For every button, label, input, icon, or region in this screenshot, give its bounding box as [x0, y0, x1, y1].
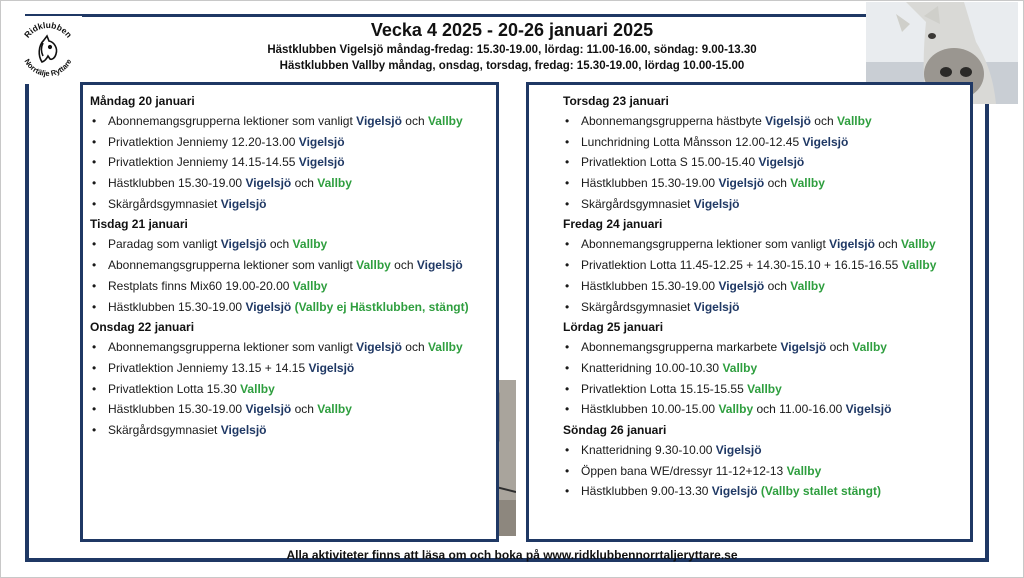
bullet-icon: • — [92, 360, 97, 375]
item-text: Lunchridning Lotta Månsson 12.00-12.45 — [581, 134, 803, 149]
location-vigelsjo: Vigelsjö — [245, 299, 292, 314]
location-vallby: Vallby — [836, 114, 872, 128]
bullet-icon: • — [92, 114, 97, 128]
location-vallby: Vallby — [427, 114, 463, 128]
schedule-item — [90, 173, 490, 194]
item-text: Hästklubben 15.30-19.00 — [108, 176, 246, 191]
bullet-icon: • — [565, 340, 570, 355]
location-vallby: Vallby — [790, 176, 825, 191]
location-vallby: (Vallby ej Hästklubben, stängt) — [294, 299, 469, 314]
item-text: Abonnemangsgrupperna hästbyte — [581, 114, 766, 128]
schedule-item — [90, 420, 490, 441]
schedule-item — [563, 481, 963, 502]
bullet-icon: • — [92, 422, 97, 437]
location-vigelsjo: Vigelsjö — [220, 196, 267, 211]
location-vallby: Vallby — [722, 360, 758, 375]
item-text: och — [291, 402, 318, 417]
location-vigelsjo: Vigelsjö — [356, 114, 402, 128]
item-text: Skärgårdsgymnasiet — [108, 196, 221, 211]
item-text: Skärgårdsgymnasiet — [581, 196, 694, 211]
bullet-icon: • — [92, 340, 97, 355]
location-vigelsjo: Vigelsjö — [829, 237, 875, 252]
bullet-icon: • — [565, 155, 570, 170]
schedule-item — [90, 234, 490, 255]
day-heading: Tisdag 21 januari — [90, 217, 188, 232]
item-text: och — [826, 340, 853, 355]
item-text: Knatteridning 9.30-10.00 — [581, 442, 716, 457]
location-vallby: Vallby — [240, 381, 275, 396]
item-text: Privatlektion Jenniemy 14.15-14.55 — [108, 155, 299, 170]
bullet-icon: • — [565, 258, 570, 273]
bullet-icon: • — [92, 381, 97, 396]
vallby-hours: Hästklubben Vallby måndag, onsdag, torsdag, fredag: 15.30-19.00, lördag 10.00-15.00 — [279, 60, 745, 72]
location-vallby: Vallby — [747, 381, 782, 396]
item-text: Hästklubben 15.30-19.00 — [581, 278, 719, 293]
item-text: Privatlektion Lotta S 15.00-15.40 — [581, 155, 759, 170]
week-title: Vecka 4 2025 - 20-26 januari 2025 — [370, 20, 654, 40]
day-heading: Lördag 25 januari — [563, 320, 664, 335]
item-text: Hästklubben 15.30-19.00 — [581, 176, 719, 191]
location-vallby: Vallby — [292, 237, 328, 252]
location-vigelsjo: Vigelsjö — [780, 340, 827, 355]
schedule-item — [90, 399, 490, 420]
item-text: Hästklubben 15.30-19.00 — [108, 402, 246, 417]
location-vallby: Vallby — [317, 176, 352, 191]
item-text: Paradag som vanligt — [108, 237, 221, 252]
location-vigelsjo: Vigelsjö — [711, 484, 758, 499]
item-text: Öppen bana WE/dressyr 11-12+12-13 — [581, 463, 787, 478]
bullet-icon: • — [565, 114, 570, 128]
location-vallby: Vallby — [718, 402, 754, 417]
schedule-item — [563, 379, 963, 400]
schedule-item — [90, 297, 490, 318]
location-vigelsjo: Vigelsjö — [718, 176, 765, 191]
day-heading: Söndag 26 januari — [563, 422, 667, 437]
bullet-icon: • — [565, 237, 570, 252]
schedule-item — [563, 234, 963, 255]
item-text: Hästklubben 15.30-19.00 — [108, 299, 246, 314]
location-vallby: Vallby — [852, 340, 887, 355]
item-text: och — [764, 278, 791, 293]
location-vallby: Vallby — [901, 258, 937, 273]
item-text: Hästklubben 9.00-13.30 — [581, 484, 712, 499]
schedule-item — [90, 152, 490, 173]
item-text: Abonnemangsgrupperna markarbete — [581, 340, 781, 355]
item-text: Abonnemangsgrupperna lektioner som vanligt — [581, 237, 830, 252]
bullet-icon: • — [565, 402, 570, 417]
bullet-icon: • — [92, 278, 97, 293]
bullet-icon: • — [92, 258, 97, 273]
vigelsjo-hours: Hästklubben Vigelsjö måndag-fredag: 15.30-19.00, lördag: 11.00-16.00, söndag: 9.00-13.30 — [267, 44, 757, 56]
item-text: Privatlektion Lotta 11.45-12.25 + 14.30-15.10 + 16.15-16.55 — [581, 258, 902, 273]
bullet-icon: • — [565, 360, 570, 375]
location-vigelsjo: Vigelsjö — [758, 155, 805, 170]
footer-text: Alla aktiviteter finns att läsa om och boka på www.ridklubbennorrtaljeryttare.se — [286, 548, 738, 562]
location-vigelsjo: Vigelsjö — [765, 114, 811, 128]
location-vallby: Vallby — [292, 278, 328, 293]
day-heading: Torsdag 23 januari — [563, 94, 669, 108]
location-vigelsjo: Vigelsjö — [298, 134, 345, 149]
location-vigelsjo: Vigelsjö — [220, 237, 267, 252]
location-vigelsjo: Vigelsjö — [693, 196, 740, 211]
bullet-icon: • — [565, 278, 570, 293]
day-heading: Onsdag 22 januari — [90, 320, 195, 335]
bullet-icon: • — [565, 196, 570, 211]
bullet-icon: • — [92, 237, 97, 252]
item-text: Restplats finns Mix60 19.00-20.00 — [108, 278, 293, 293]
bullet-icon: • — [565, 442, 570, 457]
schedule-item — [90, 111, 490, 132]
item-text: och — [401, 340, 428, 355]
location-vallby: Vallby — [790, 278, 825, 293]
schedule-item — [90, 132, 490, 153]
item-text: och — [266, 237, 293, 252]
item-text: Skärgårdsgymnasiet — [581, 299, 694, 314]
location-vigelsjo: Vigelsjö — [356, 340, 402, 355]
location-vallby: Vallby — [317, 402, 352, 417]
location-vallby: Vallby — [900, 237, 936, 252]
item-text: Abonnemangsgrupperna lektioner som vanligt — [108, 340, 357, 355]
schedule-item — [563, 255, 963, 276]
bullet-icon: • — [92, 134, 97, 149]
location-vallby: (Vallby stallet stängt) — [760, 484, 881, 499]
schedule-item — [563, 399, 963, 420]
schedule-item — [563, 276, 963, 297]
location-vallby: Vallby — [427, 340, 463, 355]
schedule-item — [90, 337, 490, 358]
location-vallby: Vallby — [786, 463, 822, 478]
schedule-item — [90, 358, 490, 379]
bullet-icon: • — [92, 155, 97, 170]
item-text: och — [390, 258, 417, 273]
schedule-item — [563, 111, 963, 132]
left-column — [90, 91, 490, 441]
schedule-item — [563, 358, 963, 379]
item-text: Skärgårdsgymnasiet — [108, 422, 221, 437]
location-vigelsjo: Vigelsjö — [845, 402, 892, 417]
bullet-icon: • — [565, 299, 570, 314]
schedule-item — [90, 379, 490, 400]
item-text: och — [291, 176, 318, 191]
location-vigelsjo: Vigelsjö — [220, 422, 267, 437]
location-vigelsjo: Vigelsjö — [718, 278, 765, 293]
schedule-item — [563, 132, 963, 153]
item-text: Abonnemangsgrupperna lektioner som vanligt — [108, 258, 357, 273]
bullet-icon: • — [565, 484, 570, 499]
bullet-icon: • — [565, 381, 570, 396]
item-text: och — [764, 176, 791, 191]
item-text: Abonnemangsgrupperna lektioner som vanligt — [108, 114, 357, 128]
location-vigelsjo: Vigelsjö — [308, 360, 355, 375]
schedule-item — [563, 461, 963, 482]
day-heading: Fredag 24 januari — [563, 217, 663, 232]
location-vallby: Vallby — [356, 258, 391, 273]
bullet-icon: • — [92, 196, 97, 211]
item-text: och — [401, 114, 428, 128]
item-text: Knatteridning 10.00-10.30 — [581, 360, 723, 375]
location-vigelsjo: Vigelsjö — [245, 176, 292, 191]
schedule-item — [563, 194, 963, 215]
schedule-item — [563, 337, 963, 358]
schedule-item — [563, 440, 963, 461]
location-vigelsjo: Vigelsjö — [245, 402, 292, 417]
item-text: Privatlektion Lotta 15.15-15.55 — [581, 381, 748, 396]
item-text: och — [874, 237, 901, 252]
location-vigelsjo: Vigelsjö — [693, 299, 740, 314]
schedule-item — [563, 173, 963, 194]
schedule-item — [90, 194, 490, 215]
bullet-icon: • — [565, 176, 570, 191]
logo-text-top: Ridklubben — [22, 19, 75, 40]
item-text: Privatlektion Lotta 15.30 — [108, 381, 241, 396]
item-text: Privatlektion Jenniemy 13.15 + 14.15 — [108, 360, 309, 375]
schedule-item — [90, 255, 490, 276]
location-vigelsjo: Vigelsjö — [416, 258, 463, 273]
item-text: och 11.00-16.00 — [753, 402, 846, 417]
bullet-icon: • — [92, 299, 97, 314]
location-vigelsjo: Vigelsjö — [802, 134, 849, 149]
item-text: Hästklubben 10.00-15.00 — [581, 402, 719, 417]
bullet-icon: • — [565, 134, 570, 149]
item-text: Privatlektion Jenniemy 12.20-13.00 — [108, 134, 299, 149]
bullet-icon: • — [92, 402, 97, 417]
right-column — [563, 91, 963, 502]
item-text: och — [810, 114, 837, 128]
schedule-item — [563, 297, 963, 318]
logo-text-bottom: Norrtälje Ryttare — [22, 57, 74, 79]
location-vigelsjo: Vigelsjö — [298, 155, 345, 170]
schedule-item — [90, 276, 490, 297]
bullet-icon: • — [565, 463, 570, 478]
day-heading: Måndag 20 januari — [90, 94, 195, 108]
schedule-item — [563, 152, 963, 173]
location-vigelsjo: Vigelsjö — [715, 442, 762, 457]
bullet-icon: • — [92, 176, 97, 191]
